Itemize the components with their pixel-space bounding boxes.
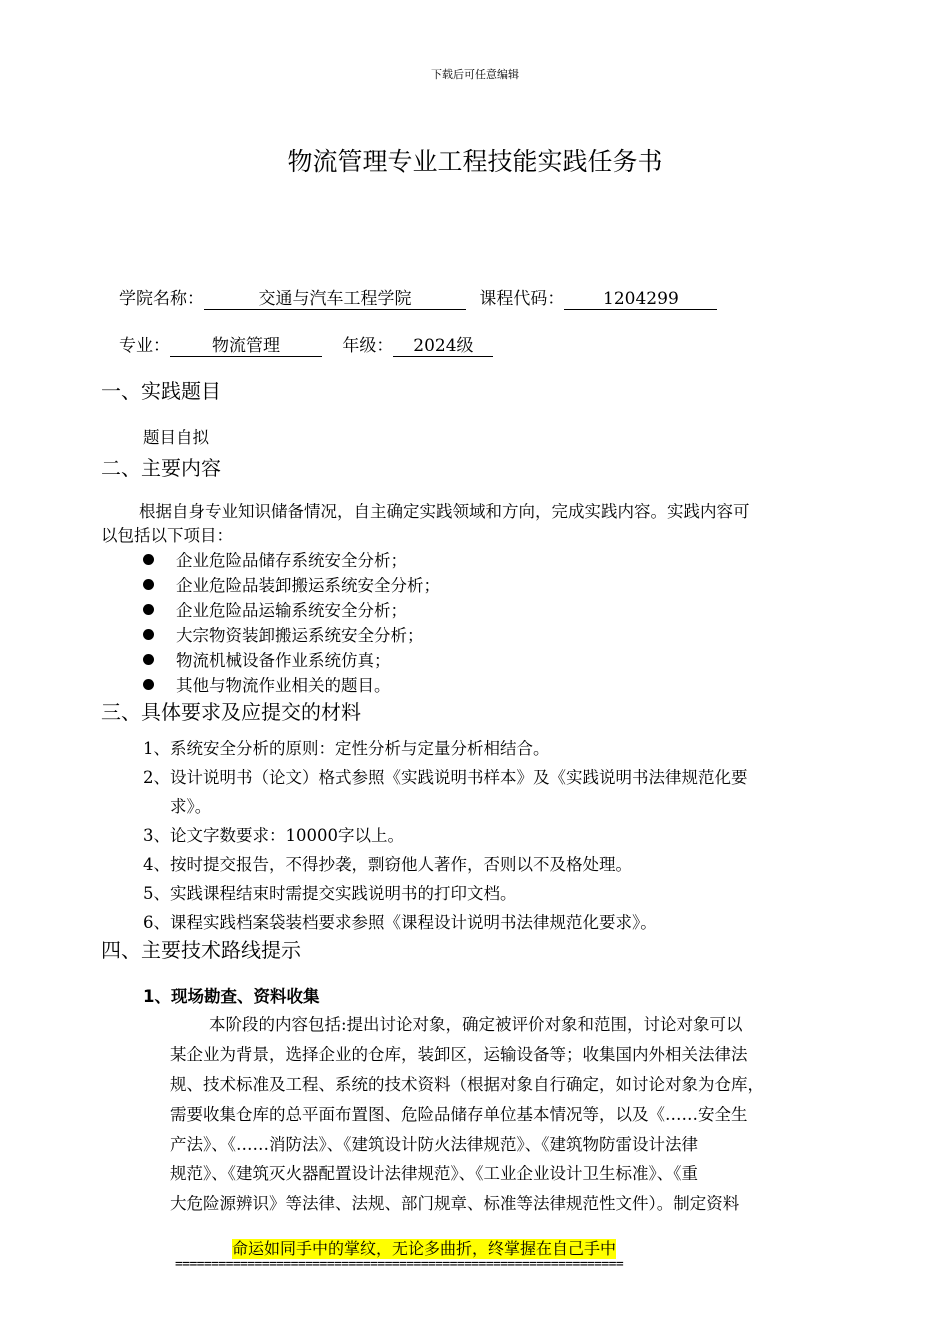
requirement-item-3: 3、论文字数要求：10000字以上。: [143, 826, 404, 845]
header-note: 下载后可任意编辑: [431, 68, 519, 81]
course-code-label: 课程代码：: [479, 289, 565, 309]
paragraph-line: 某企业为背景，选择企业的仓库，装卸区，运输设备等；收集国内外相关法律法: [170, 1045, 748, 1064]
requirement-item-6: 6、课程实践档案袋装档要求参照《课程设计说明书法律规范化要求》。: [143, 913, 657, 932]
requirement-item-2-cont: 求》。: [170, 797, 212, 816]
bullet-icon: [143, 679, 154, 690]
footer-motto: 命运如同手中的掌纹，无论多曲折，终掌握在自己手中: [232, 1239, 617, 1258]
list-item: 大宗物资装卸搬运系统安全分析；: [143, 622, 424, 646]
requirement-item-5: 5、实践课程结束时需提交实践说明书的打印文档。: [143, 884, 517, 903]
section-1-text: 题目自拟: [143, 428, 209, 447]
list-item: 企业危险品运输系统安全分析；: [143, 597, 407, 621]
major-label: 专业：: [119, 336, 170, 356]
list-item: 企业危险品装卸搬运系统安全分析；: [143, 572, 440, 596]
paragraph-line: 规、技术标准及工程、系统的技术资料（根据对象自行确定，如讨论对象为仓库，: [170, 1075, 764, 1094]
list-item: 其他与物流作业相关的题目。: [143, 672, 391, 696]
paragraph-line: 产法》、《……消防法》、《建筑设计防火法律规范》、《建筑物防雷设计法律: [170, 1135, 698, 1154]
info-row-college: [119, 284, 717, 310]
bullet-icon: [143, 604, 154, 615]
section-1-heading: 一、实践题目: [101, 379, 221, 403]
section-2-heading: 二、主要内容: [101, 456, 221, 480]
college-label: 学院名称：: [119, 289, 204, 309]
requirement-item-2: 2、设计说明书（论文）格式参照《实践说明书样本》及《实践说明书法律规范化要: [143, 768, 748, 787]
footer-separator: ==============================================================: [175, 1257, 624, 1272]
grade-value: 2024级: [393, 336, 493, 357]
section-3-heading: 三、具体要求及应提交的材料: [101, 700, 361, 724]
bullet-icon: [143, 654, 154, 665]
college-value: 交通与汽车工程学院: [204, 289, 466, 310]
paragraph-line: 规范》、《建筑灭火器配置设计法律规范》、《工业企业设计卫生标准》、《重: [170, 1164, 698, 1183]
bullet-icon: [143, 554, 154, 565]
paragraph-line: 大危险源辨识》等法律、法规、部门规章、标准等法律规范性文件）。制定资料: [170, 1194, 740, 1213]
section-2-paragraph-line2: 以包括以下项目：: [101, 526, 233, 545]
requirement-item-1: 1、系统安全分析的原则：定性分析与定量分析相结合。: [143, 739, 550, 758]
paragraph-line: 需要收集仓库的总平面布置图、危险品储存单位基本情况等，以及《……安全生: [170, 1105, 748, 1124]
section-2-paragraph-line1: 根据自身专业知识储备情况，自主确定实践领域和方向，完成实践内容。实践内容可: [139, 502, 750, 521]
bullet-icon: [143, 629, 154, 640]
requirement-item-4: 4、按时提交报告，不得抄袭，剽窃他人著作，否则以不及格处理。: [143, 855, 632, 874]
subsection-1-heading: 1、现场勘查、资料收集: [143, 987, 320, 1006]
bullet-icon: [143, 579, 154, 590]
info-row-major: [119, 331, 493, 357]
list-item: 物流机械设备作业系统仿真；: [143, 647, 391, 671]
major-value: 物流管理: [170, 336, 322, 357]
course-code-value: 1204299: [564, 289, 717, 310]
grade-label: 年级：: [342, 336, 394, 356]
paragraph-line: 本阶段的内容包括:提出讨论对象，确定被评价对象和范围，讨论对象可以: [209, 1015, 743, 1034]
section-4-heading: 四、主要技术路线提示: [101, 938, 301, 962]
document-title: 物流管理专业工程技能实践任务书: [287, 147, 663, 176]
list-item: 企业危险品储存系统安全分析；: [143, 547, 407, 571]
